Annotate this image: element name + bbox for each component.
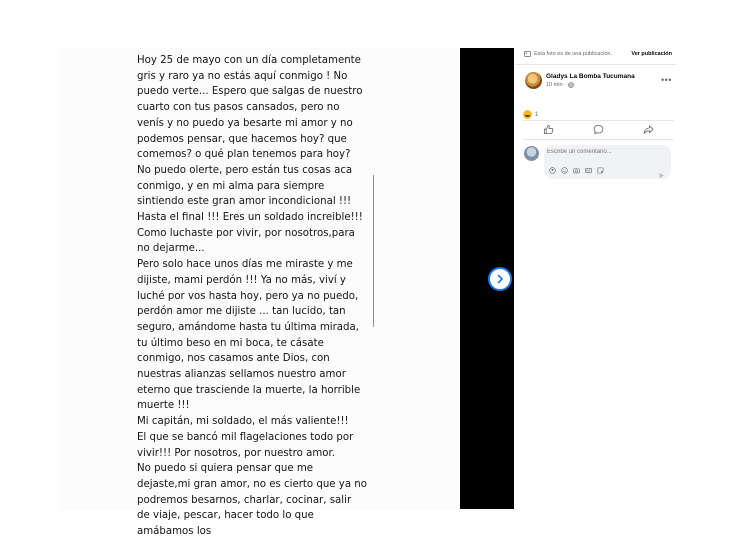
photo-notice-text: Esta foto es de una publicación.	[534, 51, 612, 57]
post-paragraph: El que se bancó mil flagelaciones todo por vivir!!! Por nosotros, por nuestro amor.	[137, 431, 354, 459]
post-paragraph: No puedo olerte, pero están tus cosas aca conmigo, y en mi alma para siempre sintiendo este gran amor incondicional !!!	[137, 164, 353, 208]
sticker-button[interactable]	[596, 166, 604, 174]
reaction-count: 1	[535, 111, 539, 118]
post-paragraph: Mi capitán, mi soldado, el más valiente!!!	[137, 416, 349, 428]
post-paragraph: Hoy 25 de mayo con un día completamente gris y raro ya no estás aquí conmigo ! No puedo verte... Espero que salgas de nuestro cuarto con tus pasos cansados, pero no venís y no puedo ya besarte mi amor y no podemos pensar, que hacemos hoy? que comemos? o qué plan tenemos para hoy?	[137, 55, 363, 161]
actions-divider-top	[523, 120, 674, 121]
send-comment-button[interactable]	[658, 166, 666, 174]
scrollbar[interactable]	[373, 175, 374, 327]
sticker-icon	[597, 167, 604, 174]
user-avatar[interactable]	[524, 146, 539, 161]
post-paragraph: No puedo si quiera pensar que me dejaste,mi gran amor, no es cierto que ya no podremos besarnos, charlar, cocinar, salir de viaje, pescar, hacer todo lo que amábamos los	[137, 463, 367, 538]
comment-tools	[548, 166, 604, 174]
action-bar	[523, 122, 674, 137]
post-time-text[interactable]: 10 min ·	[546, 82, 566, 88]
avatar-sticker-button[interactable]	[548, 166, 556, 174]
globe-icon	[568, 82, 574, 88]
post-timestamp	[546, 82, 574, 88]
share-button[interactable]	[642, 123, 656, 137]
emoji-button[interactable]	[560, 166, 568, 174]
gif-button[interactable]	[584, 166, 592, 174]
send-icon	[658, 172, 665, 179]
chevron-right-icon	[495, 274, 505, 284]
comment-button[interactable]	[591, 123, 605, 137]
post-paragraph: Pero solo hace unos días me miraste y me dijiste, mami perdón !!! Ya no más, viví y luché por vos hasta hoy, pero ya no puedo, perdón amor me dijiste ... tan lucido, tan seguro, amándome hasta tu última mirada, tu último beso en mi boca, te cásate conmigo, nos casamos ante Dios, con nuestras alianzas sellamos nuestro amor eterno que trasciende la muerte, la horrible muerte !!!	[137, 259, 361, 412]
like-button[interactable]	[541, 123, 555, 137]
header-divider	[516, 64, 676, 65]
camera-icon	[573, 167, 580, 174]
share-arrow-icon	[643, 124, 654, 135]
photo-icon	[524, 51, 531, 57]
avatar-sticker-icon	[549, 167, 556, 174]
post-paragraph: Hasta el final !!! Eres un soldado increible!!! Como luchaste por vivir, por nosotros,para no dejarme...	[137, 212, 363, 255]
camera-button[interactable]	[572, 166, 580, 174]
photo-notice	[524, 51, 612, 57]
sad-reaction-icon	[523, 110, 532, 119]
author-avatar[interactable]	[525, 72, 542, 89]
thumbs-up-icon	[543, 124, 554, 135]
reactions-summary[interactable]	[523, 110, 538, 119]
view-post-link[interactable]: Ver publicación	[631, 51, 672, 57]
author-name[interactable]: Gladys La Bomba Tucumana	[546, 73, 635, 80]
emoji-icon	[561, 167, 568, 174]
gif-icon	[585, 167, 592, 174]
post-text	[137, 53, 367, 540]
more-options-icon[interactable]: •••	[661, 75, 672, 85]
actions-divider-bottom	[523, 139, 674, 140]
next-photo-button[interactable]	[488, 267, 512, 291]
comment-bubble-icon	[593, 124, 604, 135]
comment-input[interactable]	[547, 149, 657, 155]
